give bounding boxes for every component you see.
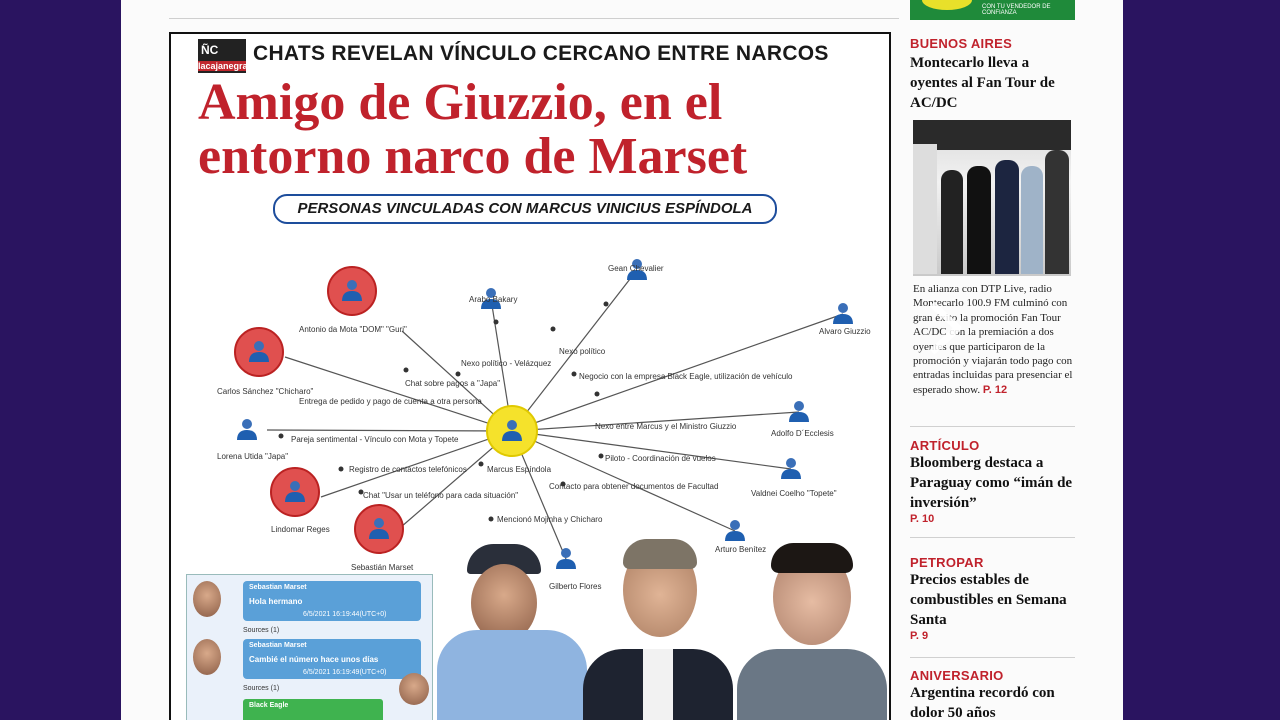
- person-icon: [789, 401, 809, 422]
- label-benitez: Arturo Benítez: [715, 545, 767, 554]
- photo-figure: [1021, 166, 1043, 274]
- photo-figure: [1045, 150, 1069, 274]
- person-2-shirt: [643, 649, 673, 720]
- story-2-title[interactable]: Bloomberg destaca a Paraguay como “imán de inversión”: [910, 455, 1073, 511]
- label-gean: Gean Chevalier: [608, 264, 664, 273]
- label-link-11: Chat "Usar un teléfono para cada situación": [363, 491, 519, 500]
- label-link-1: Nexo político: [559, 347, 606, 356]
- label-link-10: Contacto para obtener documentos de Facultad: [549, 482, 719, 491]
- chat-sender-2: Sebastian Marset: [249, 642, 307, 649]
- chat-message-3: [243, 699, 383, 720]
- chat-avatar-3: [399, 673, 429, 705]
- top-divider: [169, 18, 899, 19]
- story-1-text: En alianza con DTP Live, radio Montecarlo 100.9 FM culminó con gran éxito la promoción Fan Tour AC/DC con la premiación a dos oyentes que participaron de la promoción y viajarán todo pago con entradas incluidas para presenciar el esperado show.: [913, 283, 1073, 396]
- chat-message-1: [243, 581, 421, 621]
- label-lorena: Lorena Utida "Japa": [217, 452, 289, 461]
- label-link-12: Mencionó Mojinha y Chicharo: [497, 515, 603, 524]
- lacajanegra-logo: [198, 39, 246, 73]
- chat-avatar-2: [193, 639, 221, 675]
- next-arrow-icon[interactable]: [922, 298, 966, 358]
- label-link-9: Registro de contactos telefónicos: [349, 465, 467, 474]
- label-link-5: Entrega de pedido y pago de cuenta a otra persona: [299, 397, 482, 406]
- line-sanchez: [285, 357, 512, 431]
- chat-sources-1: Sources (1): [243, 627, 280, 634]
- ad-shape: [922, 0, 972, 10]
- label-link-3: Chat sobre pagos a "Japa": [405, 379, 501, 388]
- story-1-title[interactable]: Montecarlo lleva a oyentes al Fan Tour de AC/DC: [910, 55, 1055, 111]
- story-1-page: P. 12: [982, 383, 1008, 396]
- chat-message-2: [243, 639, 421, 679]
- sidebar-divider: [910, 426, 1075, 427]
- story-2-section: ARTÍCULO: [910, 438, 980, 453]
- person-2-hair: [623, 539, 697, 569]
- ad-text: CON TU VENDEDOR DE CONFIANZA: [982, 4, 1051, 16]
- headline-line-1: Amigo de Giuzzio, en el: [198, 74, 723, 131]
- story-3-page: P. 9: [910, 630, 929, 642]
- label-sanchez: Carlos Sánchez "Chicharo": [217, 387, 314, 396]
- chat-screenshot: [186, 574, 433, 720]
- photo-person-1: [437, 544, 587, 720]
- label-marset: Sebastián Marset: [351, 563, 414, 572]
- chat-sender-3: Black Eagle: [249, 702, 289, 709]
- story-4-title[interactable]: Argentina recordó con dolor 50 años: [910, 685, 1055, 720]
- label-center: Marcus Espíndola: [487, 465, 552, 474]
- person-icon: [237, 419, 257, 440]
- article-subheading: PERSONAS VINCULADAS CON MARCUS VINICIUS ESPÍNDOLA: [273, 194, 777, 224]
- story-2-page: P. 10: [910, 513, 935, 525]
- label-giuzzio: Alvaro Giuzzio: [819, 327, 871, 336]
- story-1-section: BUENOS AIRES: [910, 36, 1013, 51]
- photo-figure: [995, 160, 1019, 274]
- sidebar-story-4[interactable]: [910, 668, 1075, 720]
- logo-wordmark: lacajanegra: [198, 61, 248, 71]
- sidebar-divider: [910, 537, 1075, 538]
- label-lindomar: Lindomar Reges: [271, 525, 330, 534]
- person-3-shirt: [737, 649, 887, 720]
- photo-figure: [941, 170, 963, 274]
- label-link-6: Nexo entre Marcus y el Ministro Giuzzio: [595, 422, 737, 431]
- sidebar-story-2[interactable]: [910, 438, 1075, 525]
- photo-figure: [967, 166, 991, 274]
- chat-text-2: Cambié el número hace unos días: [249, 655, 379, 664]
- chat-sources-2: Sources (1): [243, 685, 280, 692]
- main-article[interactable]: [169, 32, 891, 720]
- story-3-section: PETROPAR: [910, 555, 984, 570]
- top-ad-banner[interactable]: [910, 0, 1075, 20]
- label-adolfo: Adolfo D´Ecclesis: [771, 429, 834, 438]
- line-lorena: [267, 430, 512, 431]
- person-nodes: [235, 267, 537, 553]
- chat-time-1: 6/5/2021 16:19:44(UTC+0): [303, 611, 387, 618]
- chat-text-1: Hola hermano: [249, 597, 303, 606]
- sidebar-story-3[interactable]: [910, 555, 1075, 642]
- label-arabo: Arabo Bakary: [469, 295, 518, 304]
- label-link-7: Pareja sentimental - Vínculo con Mota y Topete: [291, 435, 459, 444]
- logo-mark: ÑC: [201, 43, 219, 57]
- person-1-shirt: [437, 630, 587, 720]
- article-headline: [198, 76, 878, 184]
- newspaper-page: [121, 0, 1123, 720]
- label-flores: Gilberto Flores: [549, 582, 602, 591]
- sidebar-divider: [910, 657, 1075, 658]
- story-1-photo[interactable]: [913, 120, 1071, 276]
- person-icon: [833, 303, 853, 324]
- story-3-title[interactable]: Precios estables de combustibles en Semana Santa: [910, 572, 1067, 628]
- person-3-hair: [771, 543, 853, 573]
- label-link-2: Nexo político - Velázquez: [461, 359, 552, 368]
- article-kicker: CHATS REVELAN VÍNCULO CERCANO ENTRE NARCOS: [253, 42, 829, 65]
- label-link-4: Negocio con la empresa Black Eagle, utilización de vehículo: [579, 372, 793, 381]
- photo-person-3: [737, 539, 887, 720]
- headline-line-2: entorno narco de Marset: [198, 128, 748, 185]
- story-4-section: ANIVERSARIO: [910, 668, 1004, 683]
- label-link-8: Piloto - Coordinación de vuelos: [605, 454, 716, 463]
- chat-sender: Sebastian Marset: [249, 584, 307, 591]
- label-topete: Valdnei Coelho "Topete": [751, 489, 837, 498]
- sidebar-story-1[interactable]: [910, 36, 1075, 113]
- label-mota: Antonio da Mota "DOM" "Guri": [299, 325, 407, 334]
- chat-time-2: 6/5/2021 16:19:49(UTC+0): [303, 669, 387, 676]
- photo-figure: [913, 144, 937, 274]
- chat-avatar: [193, 581, 221, 617]
- sidebar: [910, 32, 1075, 720]
- photo-person-2: [583, 539, 733, 720]
